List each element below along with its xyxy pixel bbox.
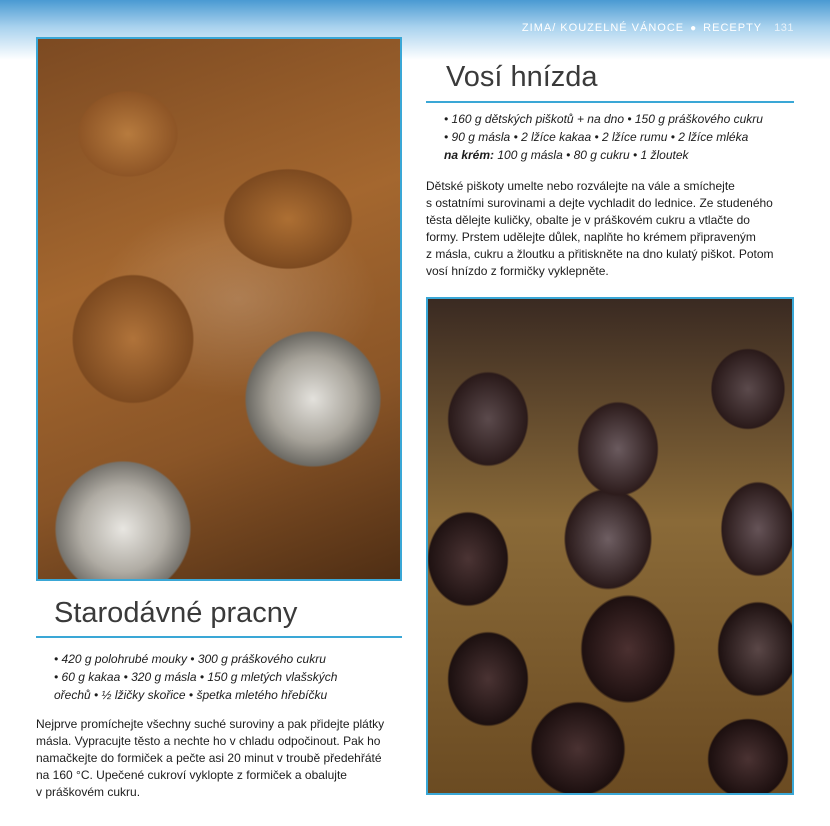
instruction-line: v práškovém cukru. [36, 785, 141, 799]
ingredient-line: • 90 g másla • 2 lžíce kakaa • 2 lžíce rumu • 2 lžíce mléka [444, 130, 749, 144]
instruction-line: vosí hnízdo z formičky vyklepněte. [426, 264, 609, 278]
instruction-line: na 160 °C. Upečené cukroví vyklopte z formiček a obalujte [36, 768, 347, 782]
ingredients-starodavne-pracny [54, 650, 389, 704]
ingredient-line: ořechů • ½ lžičky skořice • špetka mletého hřebíčku [54, 688, 328, 702]
recipe-title-starodavne-pracny: Starodávné pracny [54, 597, 298, 629]
ingredient-line: • 60 g kakaa • 320 g másla • 150 g mletých vlašských [54, 670, 338, 684]
instruction-line: namačkejte do formiček a pečte asi 20 minut v troubě předehřáté [36, 751, 382, 765]
ingredients-vosi-hnizda [444, 110, 789, 164]
instruction-line: másla. Vypracujte těsto a nechte ho v chladu odpočinout. Pak ho [36, 734, 381, 748]
section-title: ZIMA/ KOUZELNÉ VÁNOCE [521, 22, 685, 34]
instructions-starodavne-pracny [36, 716, 406, 801]
instruction-line: s ostatními surovinami a dejte vychladit do lednice. Ze studeného [426, 196, 773, 210]
cream-label: na krém: [444, 148, 495, 162]
instructions-vosi-hnizda [426, 178, 796, 280]
instruction-line: Dětské piškoty umelte nebo rozválejte na vále a smíchejte [426, 179, 735, 193]
instruction-line: formy. Prstem udělejte důlek, naplňte ho krémem připraveným [426, 230, 756, 244]
cookies-photo [36, 37, 402, 581]
title-rule [426, 101, 794, 103]
title-rule [36, 636, 402, 638]
ingredient-line: • 160 g dětských piškotů + na dno • 150 g práškového cukru [444, 112, 763, 126]
cream-ingredients: 100 g másla • 80 g cukru • 1 žloutek [494, 148, 689, 162]
category-label: RECEPTY [703, 22, 763, 34]
page-number: 131 [774, 22, 794, 34]
ingredient-line-cream [444, 146, 789, 164]
recipe-title-vosi-hnizda: Vosí hnízda [446, 61, 598, 93]
instruction-line: Nejprve promíchejte všechny suché suroviny a pak přidejte plátky [36, 717, 385, 731]
ingredient-line: • 420 g polohrubé mouky • 300 g práškového cukru [54, 652, 326, 666]
separator-dot: ● [690, 23, 698, 34]
wasp-nests-photo [426, 297, 794, 795]
instruction-line: těsta dělejte kuličky, obalte je v práškovém cukru a vtlačte do [426, 213, 750, 227]
instruction-line: z másla, cukru a žloutku a přitiskněte na dno kulatý piškot. Potom [426, 247, 774, 261]
running-head [522, 22, 794, 34]
